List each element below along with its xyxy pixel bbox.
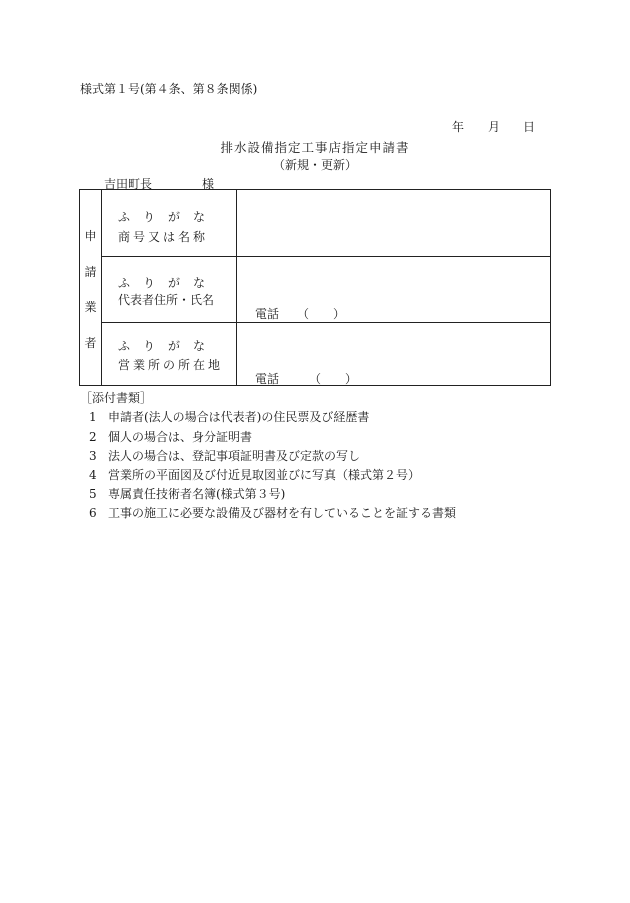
attachment-number: 4 (89, 468, 97, 482)
document-subtitle: （新規・更新） (272, 158, 357, 172)
attachment-item (89, 466, 420, 483)
attachment-item (89, 447, 360, 464)
row-label-representative: 代表者住所・氏名 (118, 293, 215, 307)
date-day: 日 (523, 120, 536, 134)
attachment-text: 工事の施工に必要な設備及び器材を有していることを証する書類 (108, 506, 457, 520)
attachment-text: 法人の場合は、登記事項証明書及び定款の写し (108, 449, 361, 463)
attachment-text: 申請者(法人の場合は代表者)の住民票及び経歴書 (108, 410, 370, 424)
office-location-field[interactable] (237, 323, 551, 385)
attachment-item (89, 485, 285, 502)
attachment-item (89, 428, 252, 445)
addressee-name: 吉田町長 (104, 177, 153, 191)
row-phone: 電話 （ ） (255, 307, 346, 321)
attachment-number: 3 (89, 449, 97, 463)
representative-field[interactable] (237, 257, 551, 322)
applicant-label-char: 業 (84, 300, 97, 314)
applicant-label-char: 請 (84, 265, 97, 279)
attachment-number: 5 (89, 487, 97, 501)
document-title: 排水設備指定工事店指定申請書 (220, 140, 410, 155)
divider (101, 190, 102, 385)
attachment-text: 営業所の平面図及び付近見取図並びに写真（様式第２号） (108, 468, 421, 482)
row-furigana: ふりがな (118, 276, 219, 290)
attachment-text: 専属責任技術者名簿(様式第３号) (108, 487, 286, 501)
applicant-table (79, 189, 551, 386)
trade-name-field[interactable] (237, 190, 551, 256)
row-label-trade-name: 商号又は名称 (118, 230, 209, 244)
applicant-label-column (80, 190, 101, 385)
attachment-item (89, 408, 369, 425)
attachment-item (89, 504, 456, 521)
row-label-office-location: 営業所の所在地 (118, 358, 224, 372)
row-furigana: ふりがな (118, 210, 219, 224)
attachment-number: 2 (89, 430, 97, 444)
addressee-honorific: 様 (202, 177, 215, 191)
date-year: 年 (452, 120, 465, 134)
date-month: 月 (488, 120, 501, 134)
row-furigana: ふりがな (118, 339, 219, 353)
attachment-text: 個人の場合は、身分証明書 (108, 430, 253, 444)
attachment-number: 1 (89, 410, 97, 424)
form-number: 様式第１号(第４条、第８条関係) (80, 82, 258, 96)
row-phone: 電話 （ ） (255, 372, 358, 386)
applicant-label-char: 申 (84, 229, 97, 243)
applicant-label-char: 者 (84, 336, 97, 350)
attachments-heading: ［添付書類］ (80, 391, 153, 405)
attachment-number: 6 (89, 506, 97, 520)
